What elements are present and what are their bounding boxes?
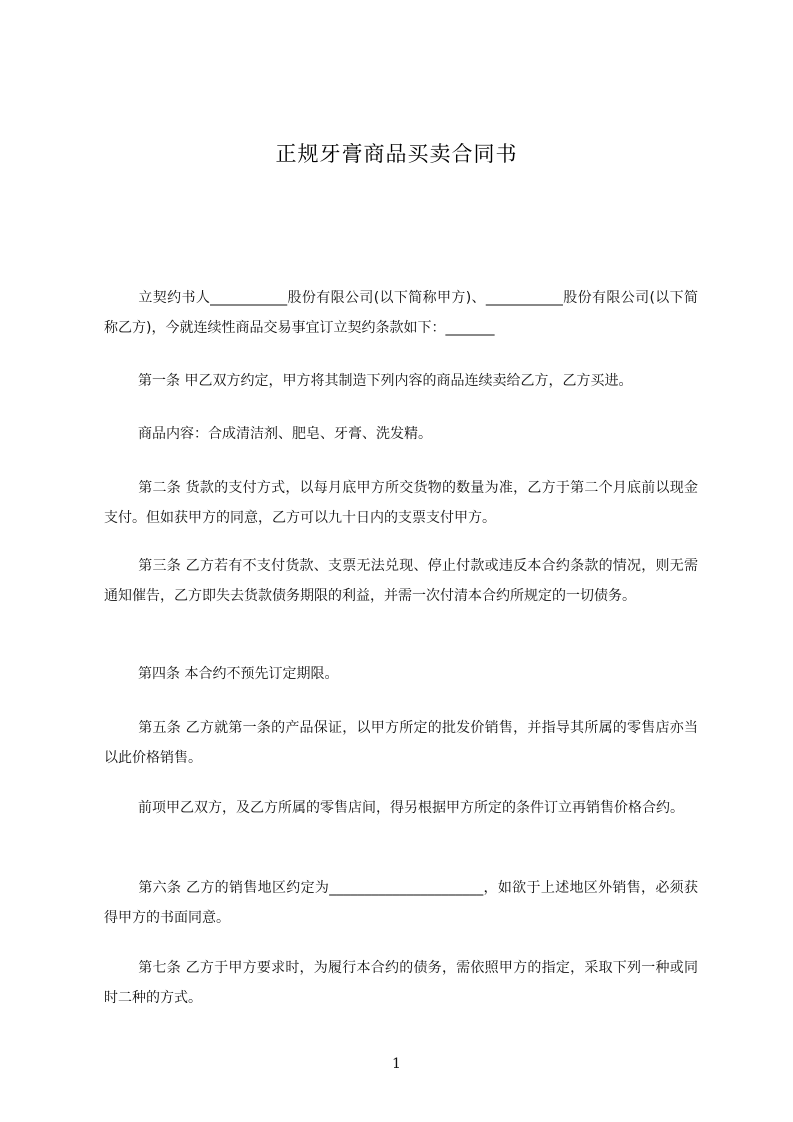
paragraph-article-7 bbox=[104, 953, 698, 1013]
paragraph-text: 第二条 货款的支付方式，以每月底甲方所交货物的数量为准，乙方于第二个月底前以现金支付。但如获甲方的同意，乙方可以九十日内的支票支付甲方。 bbox=[104, 480, 698, 526]
paragraph-article-5 bbox=[104, 713, 698, 773]
paragraph-text: 第五条 乙方就第一条的产品保证，以甲方所定的批发价销售，并指导其所属的零售店亦当以此价格销售。 bbox=[104, 720, 698, 766]
page-number: 1 bbox=[392, 1056, 401, 1072]
paragraph-article-4 bbox=[104, 659, 698, 689]
paragraph-text: 前项甲乙双方，及乙方所属的零售店间，得另根据甲方所定的条件订立再销售价格合约。 bbox=[138, 800, 684, 816]
paragraph-preamble bbox=[104, 283, 698, 343]
paragraph-article-3 bbox=[104, 551, 698, 611]
paragraph-article-2 bbox=[104, 473, 698, 533]
paragraph-resale-price bbox=[104, 793, 698, 823]
paragraph-text: 立契约书人___________股份有限公司(以下简称甲方)、___________股份有限公司(以下简称乙方)，今就连续性商品交易事宜订立契约条款如下：_______ bbox=[104, 290, 698, 336]
paragraph-article-1 bbox=[104, 366, 698, 396]
paragraph-product-content bbox=[104, 419, 698, 449]
paragraph-article-6 bbox=[104, 873, 698, 933]
paragraph-text: 第四条 本合约不预先订定期限。 bbox=[138, 666, 339, 682]
paragraph-text: 第三条 乙方若有不支付货款、支票无法兑现、停止付款或违反本合约条款的情况，则无需通知催告，乙方即失去货款债务期限的利益，并需一次付清本合约所规定的一切债务。 bbox=[104, 558, 698, 604]
paragraph-text: 第一条 甲乙双方约定，甲方将其制造下列内容的商品连续卖给乙方，乙方买进。 bbox=[138, 373, 633, 389]
paragraph-text: 第六条 乙方的销售地区约定为______________________，如欲于上述地区外销售，必须获得甲方的书面同意。 bbox=[104, 880, 698, 926]
paragraph-text: 第七条 乙方于甲方要求时，为履行本合约的债务，需依照甲方的指定，采取下列一种或同时二种的方式。 bbox=[104, 960, 698, 1006]
paragraph-text: 商品内容：合成清洁剂、肥皂、牙膏、洗发精。 bbox=[138, 426, 432, 442]
document-title: 正规牙膏商品买卖合同书 bbox=[275, 142, 518, 166]
